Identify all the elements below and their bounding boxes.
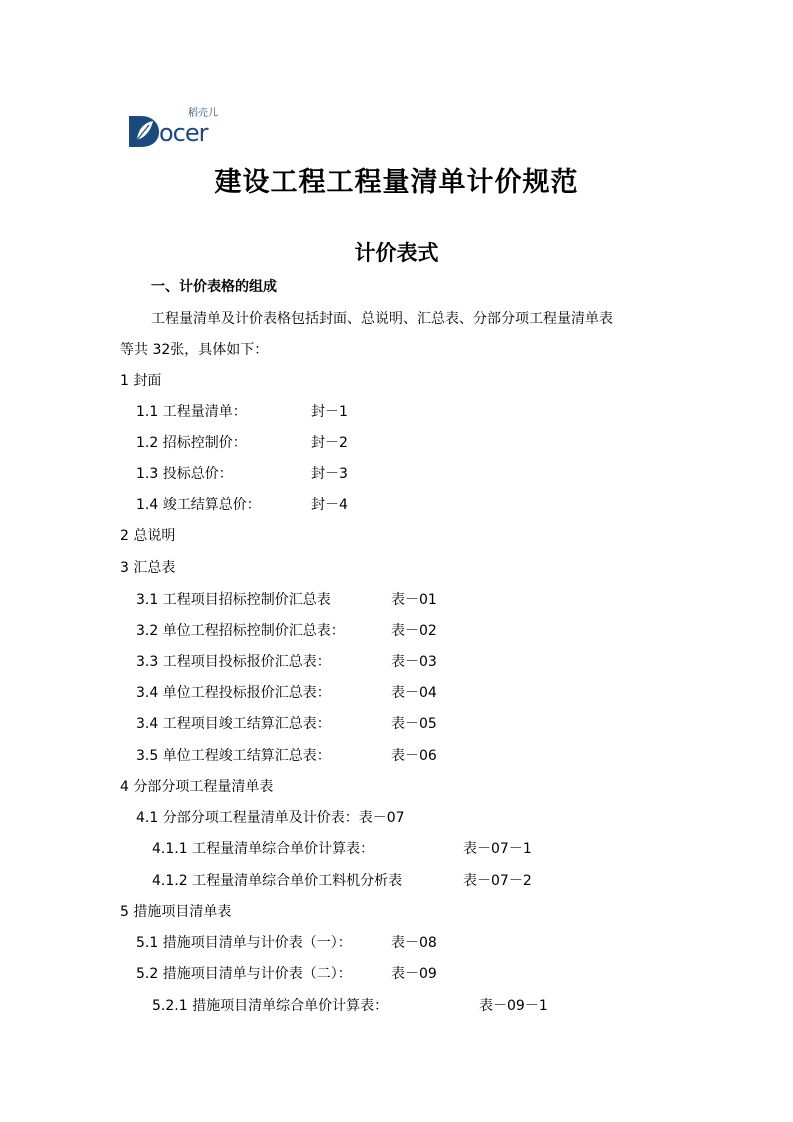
logo-cjk: 稻壳儿 <box>188 108 218 119</box>
list-item: 3.3 工程项目投标报价汇总表： 表－03 <box>136 654 437 670</box>
list-item: 5 措施项目清单表 <box>120 904 232 920</box>
document-subtitle: 计价表式 <box>354 240 439 265</box>
list-item: 4 分部分项工程量清单表 <box>120 779 274 795</box>
list-item: 5.1 措施项目清单与计价表（一）： 表－08 <box>136 935 437 951</box>
list-item: 3 汇总表 <box>120 560 176 576</box>
list-item: 3.4 工程项目竣工结算汇总表： 表－05 <box>136 716 437 732</box>
list-item: 1.4 竣工结算总价： 封－4 <box>136 497 348 513</box>
list-item: 2 总说明 <box>120 528 176 544</box>
list-item: 3.5 单位工程竣工结算汇总表： 表－06 <box>136 748 437 764</box>
list-item: 1.1 工程量清单： 封－1 <box>136 404 348 420</box>
list-item: 3.1 工程项目招标控制价汇总表 表－01 <box>136 592 437 608</box>
section-heading: 一、计价表格的组成 <box>151 279 277 295</box>
list-item: 1 封面 <box>120 373 162 389</box>
list-item: 5.2 措施项目清单与计价表（二）： 表－09 <box>136 966 437 982</box>
list-item: 3.2 单位工程招标控制价汇总表： 表－02 <box>136 623 437 639</box>
list-item: 3.4 单位工程投标报价汇总表： 表－04 <box>136 685 437 701</box>
list-item: 4.1.1 工程量清单综合单价计算表： 表－07－1 <box>152 841 532 857</box>
intro-line-1: 工程量清单及计价表格包括封面、总说明、汇总表、分部分项工程量清单表 <box>151 311 613 327</box>
list-item: 5.2.1 措施项目清单综合单价计算表： 表－09－1 <box>152 998 548 1014</box>
list-item: 4.1.2 工程量清单综合单价工料机分析表 表－07－2 <box>152 873 532 889</box>
logo-lettering: ocer <box>159 119 208 147</box>
intro-line-2: 等共 32张，具体如下： <box>120 342 269 358</box>
list-item: 4.1 分部分项工程量清单及计价表：表－07 <box>136 810 405 826</box>
list-item: 1.2 招标控制价： 封－2 <box>136 435 348 451</box>
list-item: 1.3 投标总价： 封－3 <box>136 466 348 482</box>
docer-logo <box>127 108 227 148</box>
document-title: 建设工程工程量清单计价规范 <box>214 167 579 198</box>
